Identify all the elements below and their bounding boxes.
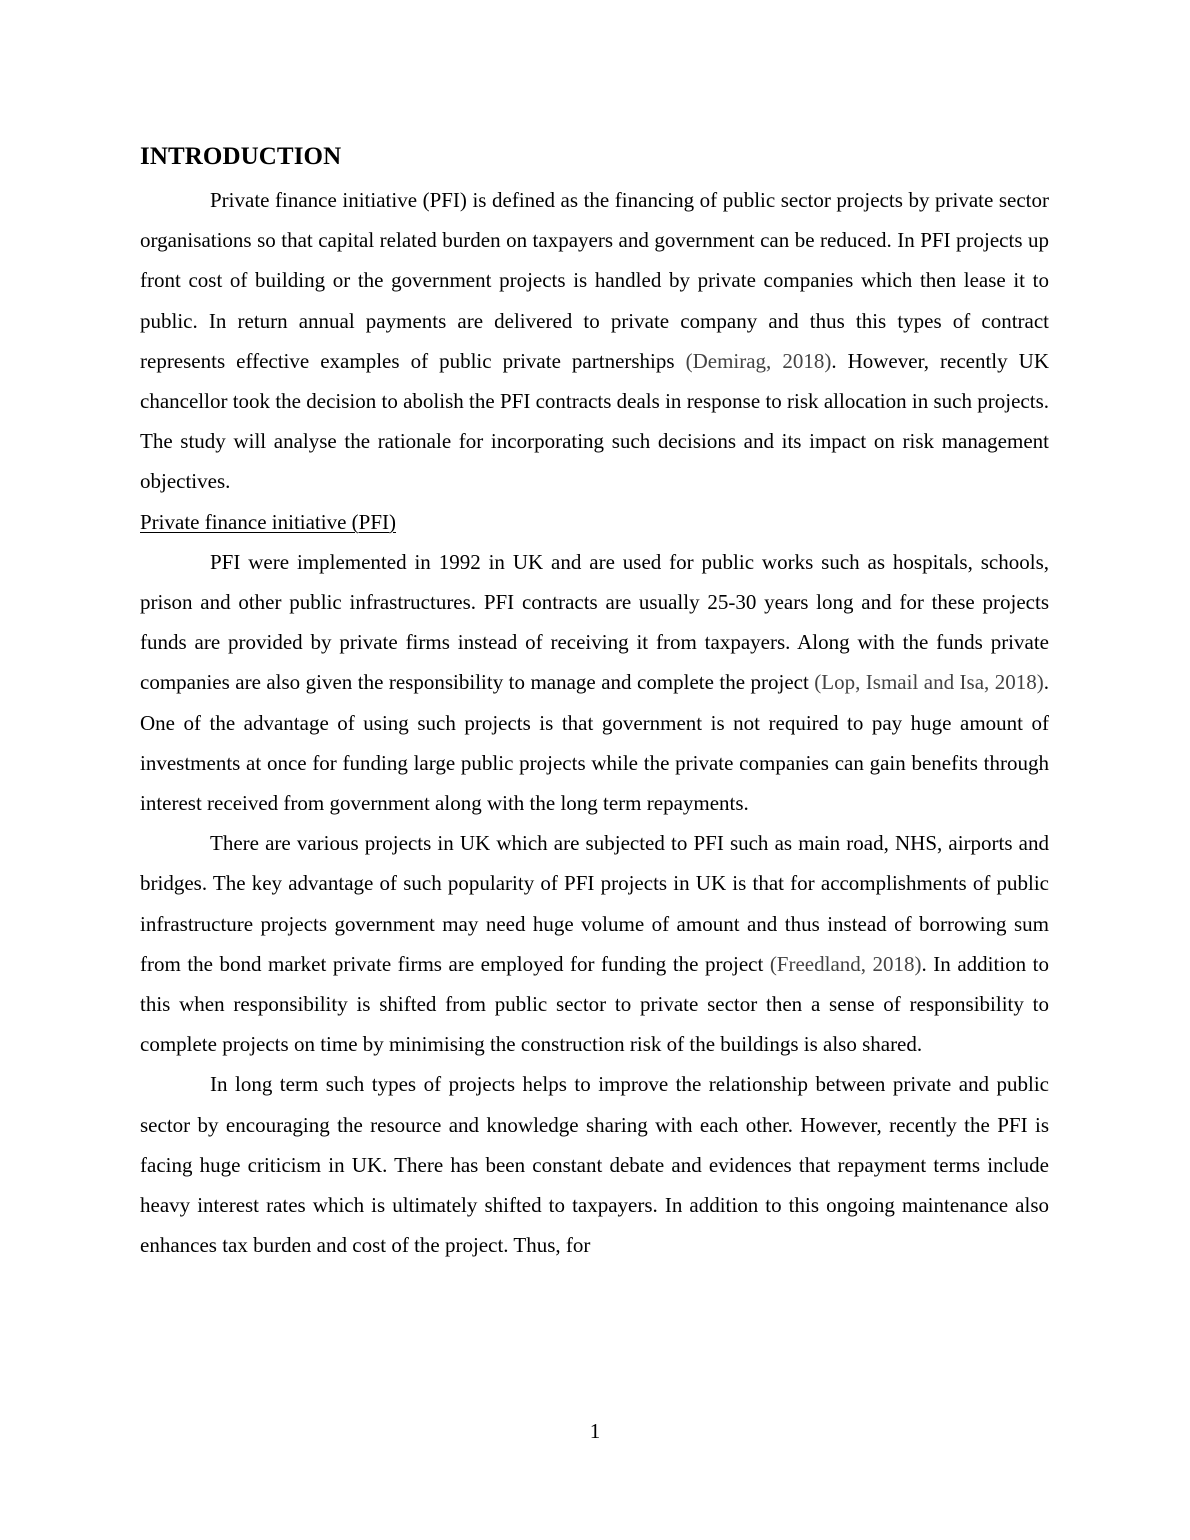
citation-freedland: (Freedland, 2018) — [769, 951, 922, 976]
page-number: 1 — [589, 1419, 601, 1443]
paragraph-text: . However, recently UK chancellor took the decision to abolish the PFI contracts deals in response to risk allocation in such projects. The study will analyse the rationale for incorporating such decisions and its impact on risk management objectives. — [140, 348, 1049, 494]
paragraph-text: PFI were implemented in 1992 in UK and are used for public works such as hospitals, schools, prison and other public infrastructures. PFI contracts are usually 25-30 years long and for these projects funds are provided by private firms instead of receiving it from taxpayers. Along with the funds private companies are also given the responsibility to manage and complete the project — [140, 549, 1049, 695]
paragraph-pfi-implementation — [140, 542, 1049, 823]
section-heading-introduction: INTRODUCTION — [140, 143, 342, 170]
paragraph-pfi-projects-uk — [140, 823, 1049, 1064]
paragraph-text: Private finance initiative (PFI) is defined as the financing of public sector projects by private sector organisations so that capital related burden on taxpayers and government can be reduced. In PFI projects up front cost of building or the government projects is handled by private companies which then lease it to public. In return annual payments are delivered to private company and thus this types of contract represents effective examples of public private partnerships — [140, 188, 1049, 373]
subheading-pfi: Private finance initiative (PFI) — [140, 509, 397, 534]
paragraph-pfi-definition — [140, 180, 1049, 502]
paragraph-pfi-criticism — [140, 1064, 1049, 1265]
paragraph-text: . One of the advantage of using such projects is that government is not required to pay huge amount of investments at once for funding large public projects while the private companies can gain benefits through interest received from government along with the long term repayments. — [140, 670, 1049, 816]
citation-lop-ismail-isa: (Lop, Ismail and Isa, 2018) — [814, 670, 1044, 695]
paragraph-text: In long term such types of projects helps to improve the relationship between private and public sector by encouraging the resource and knowledge sharing with each other. However, recently the PFI is facing huge criticism in UK. There has been constant debate and evidences that repayment terms include heavy interest rates which is ultimately shifted to taxpayers. In addition to this ongoing maintenance also enhances tax burden and cost of the project. Thus, for — [140, 1072, 1049, 1258]
page-content — [140, 140, 1049, 1265]
paragraph-text: . In addition to this when responsibility is shifted from public sector to private sector then a sense of responsibility to complete projects on time by minimising the construction risk of the buildings is also shared. — [140, 951, 1049, 1057]
paragraph-text: There are various projects in UK which are subjected to PFI such as main road, NHS, airports and bridges. The key advantage of such popularity of PFI projects in UK is that for accomplishments of public infrastructure projects government may need huge volume of amount and thus instead of borrowing sum from the bond market private firms are employed for funding the project — [140, 831, 1049, 976]
citation-demirag: (Demirag, 2018) — [685, 348, 832, 373]
